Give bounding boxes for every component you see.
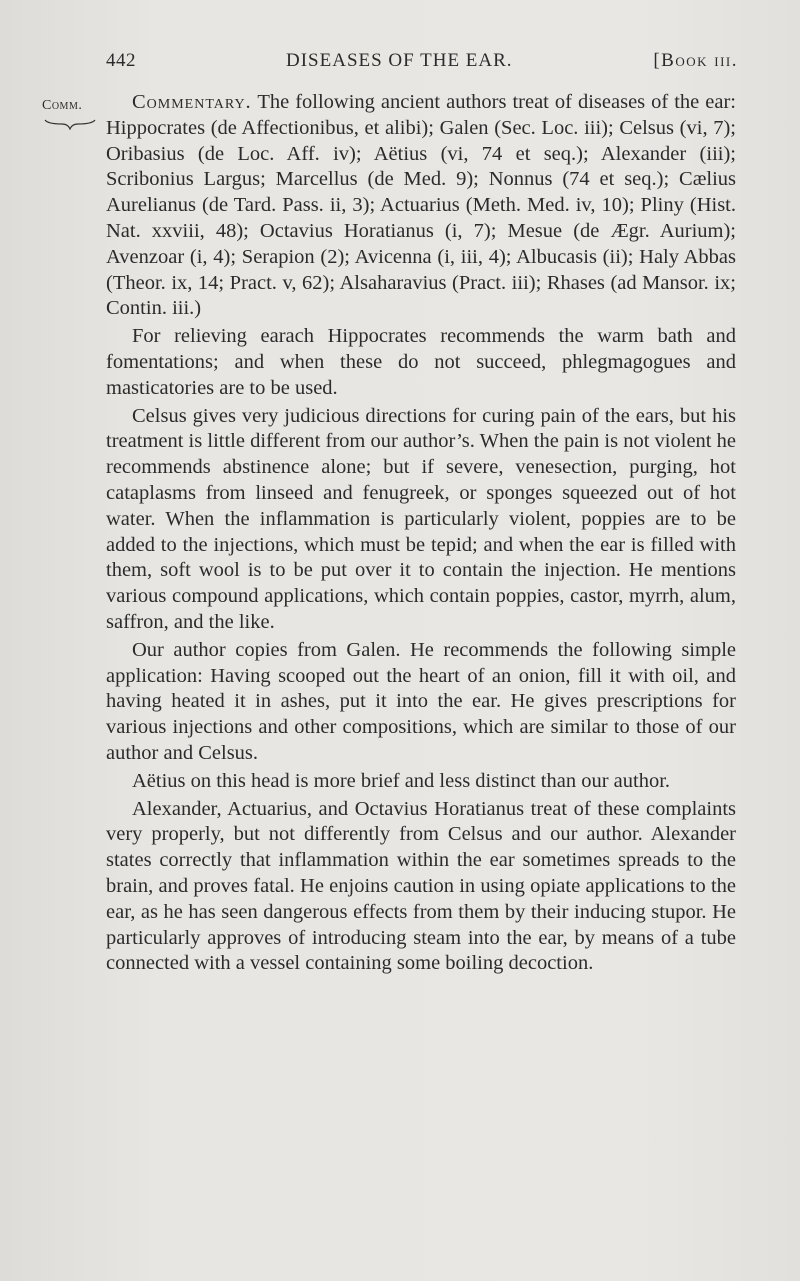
commentary-intro: The following ancient authors treat of diseases of the ear: Hippocrates (de Affectionibus, et alibi); Galen (Sec. Loc. iii); Celsus (vi, 7); Oribasius (de Loc. Aff. iv); Aëtius (vi, 74 et seq.); Alexander (iii); Scribonius Largus; Marcellus (de Med. 9); Nonnus (74 et seq.); Cælius Aurelianus (de Tard. Pass. ii, 3); Actuarius (Meth. Med. iv, 10); Pliny (Hist. Nat. xxviii, 48); Octavius Horatianus (i, 7); Mesue (de Ægr. Aurium); Avenzoar (i, 4); Serapion (2); Avicenna (i, iii, 4); Albucasis (ii); Haly Abbas (Theor. ix, 14; Pract. v, 62); Alsaharavius (Pract. iii); Rhases (ad Mansor. ix; Contin. iii.) [106, 91, 736, 320]
paragraph-alexander: Alexander, Actuarius, and Octavius Horatianus treat of these complaints very properly, but not differently from Celsus and our author. Alexander states correctly that inflammation within the ear sometimes spreads to the brain, and proves fatal. He enjoins caution in using opiate applications to the ear, as he has seen dangerous effects from them by their inducing stupor. He particularly approves of introducing steam into the ear, by means of a tube connected with a vessel containing some boiling decoction. [106, 797, 736, 975]
body-text [106, 90, 736, 977]
book-label: [Book iii. [653, 50, 738, 71]
page-number: 442 [106, 50, 136, 71]
paragraph-aetius: Aëtius on this head is more brief and less distinct than our author. [132, 769, 671, 792]
running-head [106, 50, 738, 74]
paragraph-celsus: Celsus gives very judicious directions for curing pain of the ears, but his treatment is little different from our author’s. When the pain is not violent he recommends abstinence alone; but if severe, venesection, purging, hot cataplasms from linseed and fenugreek, or sponges squeezed out of hot water. When the inflammation is particularly violent, poppies are to be added to the injections, which must be tepid; and when the ear is filled with them, soft wool is to be put over it to contain the injection. He mentions various compound applications, which contain poppies, castor, myrrh, alum, saffron, and the like. [106, 404, 736, 633]
margin-note: Comm. [42, 98, 83, 113]
paragraph-hippocrates: For relieving earach Hippocrates recommends the warm bath and fomentations; and when these do not succeed, phlegmagogues and masticatories are to be used. [106, 325, 736, 399]
running-title: DISEASES OF THE EAR. [286, 50, 513, 71]
margin-brace-icon [44, 118, 96, 130]
paragraph-galen: Our author copies from Galen. He recommends the following simple application: Having scooped out the heart of an onion, fill it with oil, and having heated it in ashes, put it into the ear. He gives prescriptions for various injections and other compositions, which are similar to those of our author and Celsus. [106, 638, 736, 764]
commentary-paragraph [106, 90, 736, 322]
commentary-lead-word: Commentary. [132, 91, 252, 113]
